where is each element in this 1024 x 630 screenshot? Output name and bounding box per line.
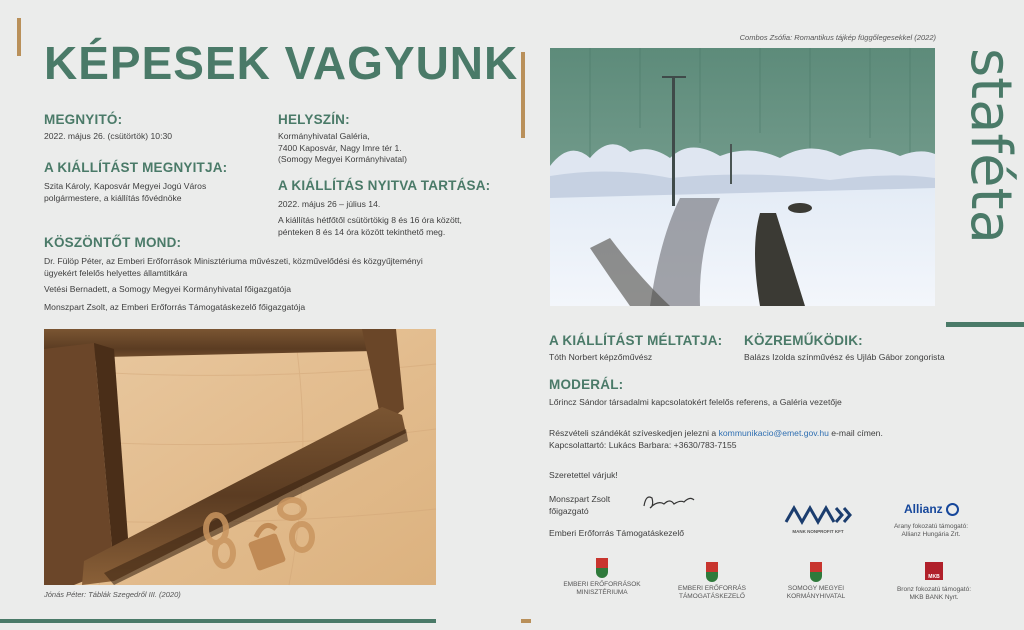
mank-logo-subtitle: MANK NONPROFIT KFT — [792, 529, 844, 534]
gov-logo-line: KORMÁNYHIVATAL — [786, 593, 846, 600]
hours-text — [278, 215, 462, 238]
mkb-support-line: MKB BANK Nyrt. — [909, 594, 959, 601]
staffeta-vertical-title — [930, 40, 1023, 320]
moderator-heading: MODERÁL: — [549, 377, 624, 392]
location-line: (Somogy Megyei Kormányhivatal) — [278, 154, 407, 164]
hours-line: A kiállítás hétfőtől csütörtökig 8 és 16 óra között, — [278, 215, 462, 225]
frame-caption: Jónás Péter: Táblák Szegedről III. (2020) — [44, 590, 181, 599]
mkb-logo — [925, 562, 943, 580]
location-line: Kormányhivatal Galéria, — [278, 131, 370, 141]
rsvp-contact: Kapcsolattartó: Lukács Barbara: +3630/783-7155 — [549, 440, 737, 450]
staffeta-title-text: staféta — [958, 48, 1023, 244]
greeting-item: ügyekért felelős helyettes államtitkára — [44, 267, 188, 278]
accent-bar-mid — [521, 52, 525, 138]
mkb-support-line: Bronz fokozatú támogató: — [896, 586, 972, 593]
allianz-support-line: Arany fokozatú támogató: — [893, 523, 969, 530]
allianz-logo — [904, 500, 968, 518]
signer-role: főigazgató — [549, 505, 589, 516]
gov-logo-line: MINISZTÉRIUMA — [576, 589, 628, 596]
gov-logo-somogy — [770, 562, 862, 601]
page-title: KÉPESEK VAGYUNK — [44, 37, 519, 89]
gov-logo-emet — [666, 562, 758, 601]
greeting-item: Monszpart Zsolt, az Emberi Erőforrás Támogatáskezelő főigazgatója — [44, 301, 306, 312]
painting-image — [550, 48, 935, 306]
participants-text: Balázs Izolda színművész és Ujláb Gábor zongorista — [744, 352, 945, 362]
opener-line: Szita Károly, Kaposvár Megyei Jogú Város — [44, 181, 207, 191]
accent-bar-left — [17, 18, 21, 56]
welcome-text: Szeretettel várjuk! — [549, 470, 618, 480]
opener-text — [44, 181, 206, 204]
gov-logo-line: TÁMOGATÁSKEZELŐ — [679, 593, 745, 600]
greeting-heading: KÖSZÖNTŐT MOND: — [44, 235, 182, 250]
painting-snow-landscape — [550, 48, 935, 306]
reviewer-text: Tóth Norbert képzőművész — [549, 352, 653, 362]
greeting-item: Vetési Bernadett, a Somogy Megyei Kormányhivatal főigazgatója — [44, 284, 291, 294]
hours-dates: 2022. május 26 – július 14. — [278, 199, 381, 209]
mank-logo-graphic — [784, 504, 852, 524]
bottom-rule-left — [0, 619, 436, 623]
coat-of-arms-icon — [596, 558, 608, 578]
mank-logo — [784, 504, 852, 534]
staffeta-title-graphic — [930, 40, 1023, 320]
frame-artwork-image — [44, 329, 436, 585]
gov-logo-line: SOMOGY MEGYEI — [787, 585, 845, 592]
gov-logo-label — [666, 585, 758, 601]
painting-caption: Combos Zsófia: Romantikus tájkép függőlegesekkel (2022) — [739, 33, 936, 42]
hours-heading: A KIÁLLÍTÁS NYITVA TARTÁSA: — [278, 178, 491, 193]
gov-logo-line: EMBERI ERŐFORRÁSOK — [563, 581, 641, 588]
location-text — [278, 131, 407, 166]
allianz-support-text — [889, 523, 973, 539]
gov-logo-label — [770, 585, 862, 601]
opening-text: 2022. május 26. (csütörtök) 10:30 — [44, 131, 173, 141]
mkb-logo-text: MKB — [928, 574, 940, 580]
reviewer-heading: A KIÁLLÍTÁST MÉLTATJA: — [549, 333, 723, 348]
frame-artwork — [44, 329, 436, 585]
signer-name: Monszpart Zsolt — [549, 494, 611, 504]
opener-line: polgármestere, a kiállítás fővédnöke — [44, 192, 182, 203]
signature-image — [640, 490, 698, 512]
coat-of-arms-icon — [810, 562, 822, 582]
coat-of-arms-icon — [706, 562, 718, 582]
allianz-support-line: Allianz Hungária Zrt. — [901, 531, 961, 538]
teal-rule — [946, 322, 1024, 327]
location-heading: HELYSZÍN: — [278, 112, 350, 127]
signer-block — [549, 494, 610, 517]
rsvp-suffix: e-mail címen. — [828, 428, 883, 438]
allianz-wordmark: Allianz — [904, 502, 943, 516]
greeting-list — [44, 256, 423, 313]
gov-logo-line: EMBERI ERŐFORRÁS — [678, 585, 746, 592]
rsvp-text — [549, 428, 883, 440]
location-line: 7400 Kaposvár, Nagy Imre tér 1. — [278, 142, 402, 153]
gov-logo-ministry — [556, 558, 648, 597]
allianz-eagle-icon — [946, 503, 959, 516]
greeting-item: Dr. Fülöp Péter, az Emberi Erőforrások Minisztériuma művészeti, közművelődési és közgyűjteményi — [44, 256, 423, 266]
hours-line: pénteken 8 és 14 óra között tekinthető meg. — [278, 226, 446, 237]
bottom-rule-right — [521, 619, 531, 623]
gov-logo-label — [556, 581, 648, 597]
opening-heading: MEGNYITÓ: — [44, 112, 123, 127]
rsvp-prefix: Részvételi szándékát szíveskedjen jelezni a — [549, 428, 719, 438]
participants-heading: KÖZREMŰKÖDIK: — [744, 333, 863, 348]
mkb-support-text — [889, 586, 979, 602]
opener-heading: A KIÁLLÍTÁST MEGNYITJA: — [44, 160, 228, 175]
signer-org: Emberi Erőforrás Támogatáskezelő — [549, 528, 685, 538]
rsvp-email-link[interactable]: kommunikacio@emet.gov.hu — [718, 428, 829, 438]
moderator-text: Lőrincz Sándor társadalmi kapcsolatokért felelős referens, a Galéria vezetője — [549, 397, 842, 407]
